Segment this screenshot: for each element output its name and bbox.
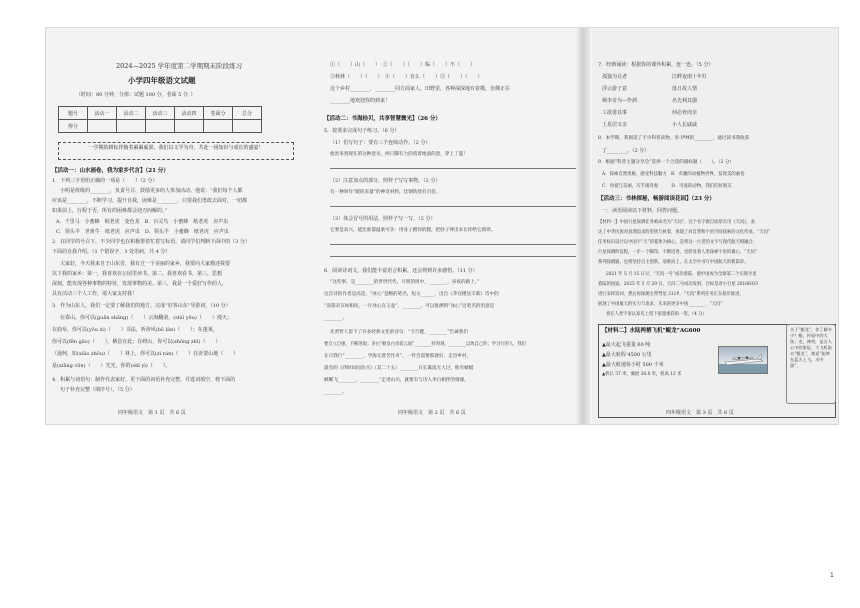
text-line: 先贤哲人留下了许多经典文化的诗句：“天行健，________”告诫我们 — [330, 330, 468, 335]
section-heading: 【活动三：书林探秘，畅游阅读花园】（23 分） — [598, 196, 715, 202]
answer-line — [330, 256, 578, 257]
text-line: 他害来到现在的这种意见，两只脚有力的绕着地面的意，穿上了篮！ — [330, 152, 468, 157]
score-cell — [88, 120, 117, 133]
answer-line — [330, 168, 578, 169]
text-line: 5．按要求完成句子练习。（6 分） — [324, 128, 400, 134]
score-cell: 活动一 — [88, 107, 117, 120]
text-line: 行星探测的征程，一步一个脚印，不断迈进，也彰显着人类探索宇宙的雄心。“天问” — [598, 250, 758, 255]
text-line: “洛阳亲友如相问，一片冰心在玉壶”，________，可以推测到“冰心”这笔名的用意是 — [324, 304, 495, 309]
side-note-box — [786, 324, 836, 404]
book-fold-shadow — [576, 28, 590, 424]
text-line: 了________。（2 分） — [602, 148, 650, 154]
score-value-row — [59, 120, 262, 133]
text-line: 深刻，能发现各种事物的特征，发现事物的美。第三，我是一个爱好写作的人， — [52, 281, 228, 287]
text-line: 具有活动三个人工作，请大家支持我！ — [52, 291, 138, 297]
score-cell — [117, 120, 146, 133]
section-heading: 【活动二：书海拾贝，共享智慧微光】（26 分） — [324, 116, 441, 122]
page-footer: 四年级语文 第 2 页 共 6 页 — [398, 410, 466, 416]
text-line: 一．读语阅读以下材料，回答问题。 — [602, 208, 683, 214]
page-footer: 四年级语文 第 1 页 共 6 页 — [118, 410, 186, 416]
text-line: 9．根据“科普主题分享会”选择一个合适的副标题（ ）。（2 分） — [598, 160, 735, 165]
text-line: 工欲善其事 何必骨肉亲 — [602, 110, 698, 116]
text-line: A．千里马 小蜜蜂 纸老虎 变色龙 B．百灵鸟 小蜜蜂 纸老虎 应声虫 — [56, 219, 229, 225]
seaplane-photo — [718, 346, 768, 374]
text-line: A．探索自然奥秘，感受科技魅力 B．有趣的动植物世界，发现美的画卷 — [602, 172, 745, 177]
text-line: C．珍爱与美丽，巧手遇奇观 D．可爱的动物，我们的好朋友 — [602, 184, 732, 189]
text-line: 大家好，今天我来自于山东省，我有过一个美丽的家乡，我要向大家描述我要 — [60, 261, 231, 267]
text-line: 有一种叫作“暖的来量”的神奇材料，比钢铁绕有百倍。 — [330, 190, 441, 195]
text-line: 蛱蝶飞________，________”走进山川，就要有与诗人李白相伴的情愫， — [324, 378, 469, 383]
text-line: ③秋林（ ）（ ） ④（ ）有么（ ）⑤（ ）（ ） — [330, 74, 483, 80]
page-footer: 四年级语文 第 3 页 共 6 页 — [666, 410, 734, 416]
section-heading: 【活动一：山水画卷，我为家乡代言】（21 分） — [52, 168, 169, 174]
text-line: 2．在同学的号召下，不少同学也在积极帮着忙着写标语，请同学们判断下面中的（3 分） — [52, 239, 250, 245]
text-line: 这首诗的作者是高适，“冰心”是她的笔名，短文______，出自《茅宫楼送辛渐》诗中的 — [324, 292, 499, 297]
text-line: 1．下列三字语组正确的一项是（ ）（2 分） — [52, 178, 158, 184]
text-line: 达了中华民族对真理追求的坚韧与执着，体现了对自然和宇宙空间探索的文化传承，“天问” — [598, 230, 770, 235]
text-line: 任务标识设计以中国字“天”的篆体为核心，是将这一古老的文字与现代航天相融合， — [598, 240, 758, 245]
text-line: 要自立自强，不断进取；李白“朝发白帝彩云间”________时时刻，________以致自己的；学习行的人，我们 — [324, 342, 527, 347]
score-cell — [233, 120, 262, 133]
exam-title: 小学四年级语文试题 — [128, 76, 196, 85]
text-line: 应该是________，不断学习，提升自我，困难是________，只要我们勇敢去面对，一切都 — [52, 198, 248, 204]
text-line: 进行采样返回，然后再探测主带彗星 311P，“天问”系列任务正在稳步推进， — [598, 292, 744, 297]
intro-banner: 一学期的耕耘伴随着累累硕果，我们以文学为舟，共赴一场知识与成长的盛宴！ — [58, 142, 294, 160]
text-line: 小明是班级的________，负责号召、鼓励更多的人参加活动。他说：“我们每个人都 — [60, 188, 243, 194]
text-line: 展现了中国航天的实力与追求，未来的更多中国________，“天问” — [598, 302, 723, 307]
text-line: 7．经典诵读：根据你的课外积累，连一连。（5 分） — [598, 62, 714, 68]
text-line: ________。 — [324, 316, 347, 321]
spec-line: ▲机长 37 米，翼展 38.8 米，机高 12 米 — [602, 372, 682, 377]
score-cell — [175, 120, 204, 133]
score-cell: 总分 — [233, 107, 262, 120]
score-cell — [204, 120, 233, 133]
text-line: 2021 年 5 月 15 日早，“天问一号”成功着陆，使中国成为全球第二个实现火星 — [606, 272, 757, 277]
page-2 — [316, 28, 584, 424]
text-line: 系列探测器，也将坚持自主创新、迎难而上，在太空中书写中国航天的新篇章。 — [598, 260, 749, 265]
text-line: ①（ ）山（ ） ②（ ）（ ）临（ ）不（ ） — [330, 62, 476, 68]
text-line: 如果前上，行程于否，所有的困难都会迎刃而解的。” — [52, 208, 168, 214]
scanned-exam-sheet — [46, 28, 838, 424]
exam-meta: （时间：80 分钟，分值：试题 100 分，卷面 5 分．） — [76, 92, 196, 98]
score-cell: 题号 — [59, 107, 88, 120]
text-line: 着陆的国家。2025 年 5 月 29 日，天问二号成功发射，目标是对小行星 2016HO3 — [598, 282, 758, 287]
spec-line: ▲最大起飞重量 60 吨 — [602, 342, 651, 348]
text-line: 3．作为山东人，我们一定要了解我们的地方，完成“好客山东”导游词。（10 分） — [52, 303, 231, 309]
year-line: 2024—2025 学年度第二学期期末阶段练习 — [116, 62, 243, 70]
text-line: ________。 — [324, 390, 347, 395]
text-line: 下面的自我介绍。（1 个错误字，3 处语病，共 4 分） — [52, 249, 171, 255]
text-line: 在尽我行“________，学海无涯苦作舟”，一件会需要那就好，走进乡村， — [324, 354, 472, 359]
text-line: 浮云游子意 落日故人情 — [602, 86, 698, 92]
spec-line: ▲最大航速每小时 500 千米 — [602, 362, 664, 368]
score-cell: 得分 — [59, 120, 88, 133]
text-line: C．领头羊 老黄牛 纸老虎 应声虫 D．领头羊 小蜜蜂 纸老虎 应声虫 — [56, 229, 229, 235]
page-1 — [46, 28, 308, 424]
text-line: 孤独为兄者 江畔夜雨十年灯 — [602, 74, 708, 80]
text-line: （1）仿写句子：要有三个连续动作。（2 分） — [330, 140, 431, 146]
text-line: 6．阅读诗词文，我们能丰富语言积累，还会得到许多感悟。（11 分） — [324, 268, 478, 274]
text-line: 句子补充完整（填序号）。（5 分） — [60, 387, 135, 393]
page-3 — [592, 28, 838, 424]
text-line: 上星居义亲 小人长戚戚 — [602, 122, 698, 128]
text-line: ________地欢迎你的到来！ — [330, 98, 391, 104]
text-line: 【材料一】中国行星探测任务被命名为“天问”，这个名字源自屈原长诗《天问》，表 — [598, 220, 755, 225]
seaplane-icon — [719, 347, 767, 373]
score-cell: 活动二 — [117, 107, 146, 120]
pdf-page-number: 1 — [830, 572, 834, 579]
text-line: （3）体会冒号的用法，照样子写一写。（2 分） — [330, 216, 436, 222]
text-line: 它要是高兴，能比谁都温柔可亲：用身子蹭你的腿，把脖子伸出来让你给它抓痒。 — [330, 228, 496, 233]
spec-line: ▲最大航程 4500 公里 — [602, 352, 652, 358]
score-cell — [146, 120, 175, 133]
text-line: 是(xiāng cūn)（ ）光光，你的(shī yì)（ ）。 — [52, 363, 171, 369]
material-two-title: 【材料二】水陆两栖飞机“鲲龙”AG600 — [602, 328, 701, 334]
text-line: 4．积累与词语句：制作代表家好，更下面的词语补充完整，并选词填空，将下面的 — [52, 377, 236, 383]
text-line: （2）注意加点的部分，照样子写写事物。（2 分） — [330, 178, 441, 184]
text-line: 将在人类宇宙认知史上留下浓墨重彩的一笔。（4 分） — [606, 312, 707, 317]
score-table — [58, 106, 262, 133]
text-line: 8．本学期，我阅读了不少科普读物，米·伊林的________，通过读书我收获 — [598, 136, 750, 141]
text-line: 以下我的家乡：第一，我喜欢在公园里读书。第二，我喜欢看书，第三，思想 — [52, 271, 223, 277]
text-line: 这个乡村________，________同方面家人，田野里，各种深深地有着模，仿佛正在 — [330, 86, 511, 92]
answer-line — [330, 244, 578, 245]
text-line: 就有的《四时田园杂兴》（其二十五）________日长篱落无人过，惟有蜻蜓 — [324, 366, 474, 371]
score-header-row — [59, 107, 262, 120]
text-line: 频李奇为—作酒 名先利其器 — [602, 98, 698, 104]
answer-line — [330, 206, 578, 207]
text-line: 在曲阜，你可以(yōu zì)（ ）书法，听涛风(bō lán)（ ）；在蓬莱， — [52, 327, 218, 333]
score-cell: 活动四 — [175, 107, 204, 120]
text-line: 你可以(fēn gāo)（ ），栖息在此；在崂山，你可以(zhōng zhī)（ ） — [52, 339, 221, 345]
text-line: “这些事，是________的世世代代，月明的周中，________，昼夜的路上，” — [330, 280, 480, 285]
text-line: 在泰山，你可以(guān shǎng)（ ）云海翻滚，(shū yōu)（ ）漫天； — [60, 315, 232, 321]
text-line: （通柯，如(xiāo zhōu)（ ）林上，你可以(zì rán)（ ）在沂蒙山地（ ） — [52, 351, 239, 357]
score-cell: 活动三 — [146, 107, 175, 120]
side-note-text: 关于“鲲龙”，你了解多少？鲲，传说中的大鱼；龙，神兽，是古人心中的象征，大飞机取名“鲲龙”，寓意“能够在蓝天上飞，水中游”。 — [790, 327, 832, 368]
score-cell: 卷面分 — [204, 107, 233, 120]
